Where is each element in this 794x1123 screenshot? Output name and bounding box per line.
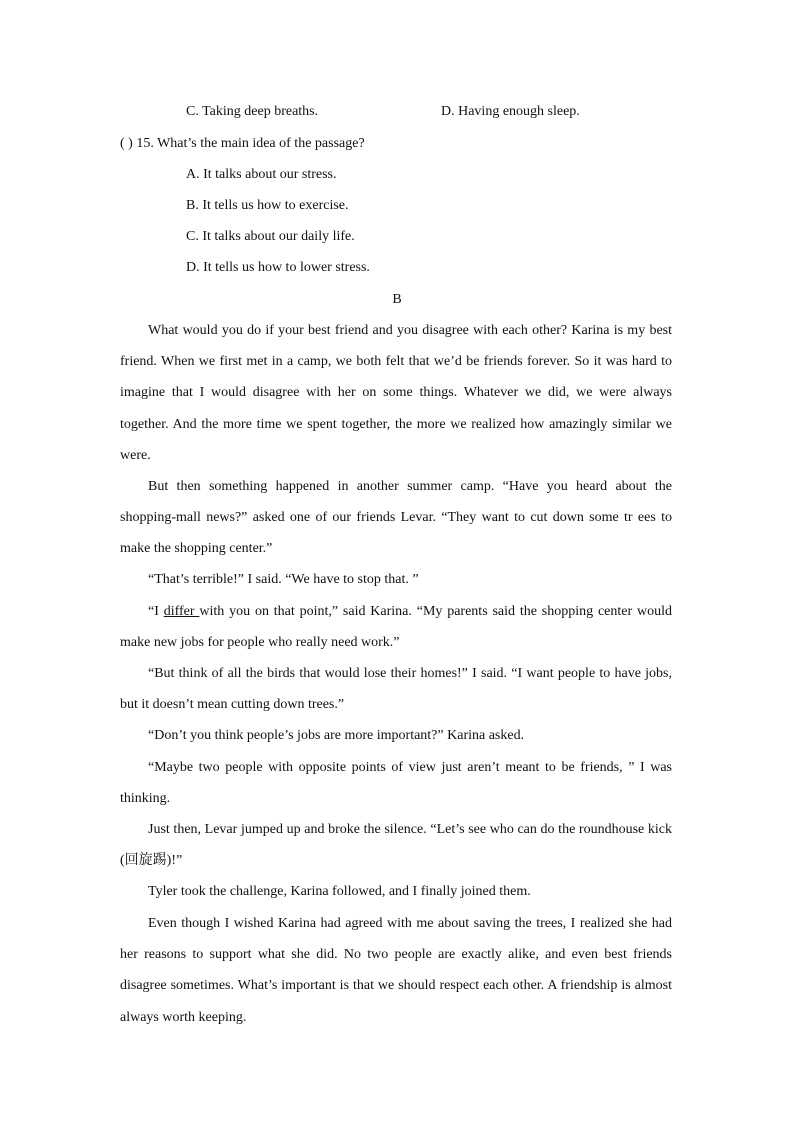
section-b-heading: B	[392, 292, 402, 307]
passage-paragraph-1: What would you do if your best friend and you disagree with each other? Karina is my best friend. When we first met in a camp, we both felt that we’d be friends forever. So it was hard to imagine that I would disagree with her on some things. Whatever we did, we were always together. And the more time we spent together, the more we realized how amazingly similar we were.	[120, 323, 672, 463]
passage-paragraph-8: Just then, Levar jumped up and broke the silence. “Let’s see who can do the roundhouse kick (回旋踢)!”	[120, 822, 672, 869]
passage-paragraph-5: “But think of all the birds that would lose their homes!” I said. “I want people to have jobs, but it doesn’t mean cutting down trees.”	[120, 666, 672, 713]
q15-option-d: D. It tells us how to lower stress.	[186, 260, 370, 275]
q15-option-c: C. It talks about our daily life.	[186, 229, 355, 244]
underlined-word-differ: differ	[163, 604, 200, 619]
question-15	[120, 134, 365, 154]
passage-paragraph-10: Even though I wished Karina had agreed with me about saving the trees, I realized she had her reasons to support what she did. No two people are exactly alike, and even best friends disagree sometimes. What’s important is that we should respect each other. A friendship is almost always worth keeping.	[120, 916, 672, 1025]
para4-after: with you on that point,” said Karina. “My parents said the shopping center would make new jobs for people who really need work.”	[120, 604, 672, 651]
option-c-q14: C. Taking deep breaths.	[186, 104, 319, 119]
passage-paragraph-7: “Maybe two people with opposite points of view just aren’t meant to be friends, ” I was thinking.	[120, 760, 672, 807]
option-d-q14: D. Having enough sleep.	[441, 104, 580, 119]
question-15-stem: What’s the main idea of the passage?	[157, 136, 365, 151]
passage-paragraph-6: “Don’t you think people’s jobs are more important?” Karina asked.	[148, 728, 525, 743]
answer-bracket[interactable]: ( ) 15.	[120, 136, 154, 151]
para4-before: “I	[148, 604, 164, 619]
passage-paragraph-4	[120, 596, 672, 658]
q15-option-a: A. It talks about our stress.	[186, 167, 337, 182]
q15-option-b: B. It tells us how to exercise.	[186, 198, 349, 213]
passage-paragraph-9: Tyler took the challenge, Karina followed, and I finally joined them.	[148, 884, 531, 899]
passage-paragraph-2: But then something happened in another summer camp. “Have you heard about the shopping-mall news?” asked one of our friends Levar. “They want to cut down some tr ees to make the shopping center.”	[120, 479, 672, 557]
passage-paragraph-3: “That’s terrible!” I said. “We have to stop that. ”	[148, 572, 419, 587]
